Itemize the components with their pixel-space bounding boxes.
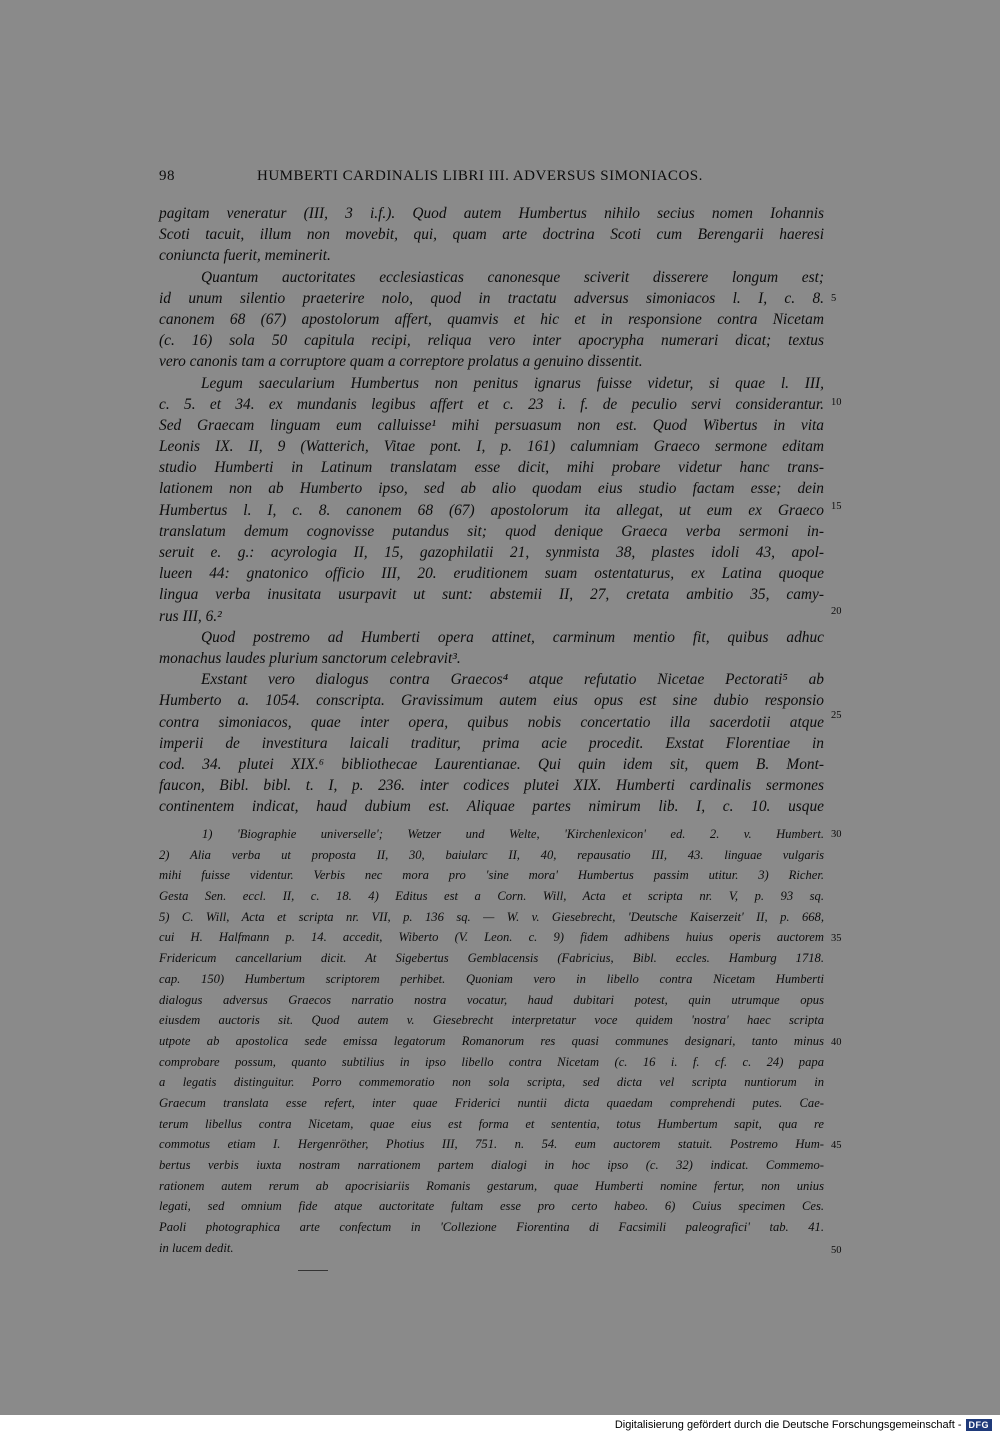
line-number: 10: [831, 397, 842, 408]
body-line: Quod postremo ad Humberti opera attinet, carminum mentio fit, quibus adhuc: [201, 628, 824, 646]
line-number: 20: [831, 606, 842, 617]
footnote-line: Fridericum cancellarium dicit. At Sigebertus Gemblacensis (Fabricius, Bibl. eccles. Hamburg 1718.: [159, 951, 824, 966]
line-number: 25: [831, 710, 842, 721]
body-line: faucon, Bibl. bibl. t. I, p. 236. inter codices plutei XIX. Humberti cardinalis sermones: [159, 777, 824, 795]
body-line: coniuncta fuerit, meminerit.: [159, 247, 331, 265]
footnote-line: Graecum translata esse refert, inter quae Friderici nuntii dicta quaedam comprehendi putes. Cae-: [159, 1095, 824, 1110]
body-line: Sed Graecam linguam eum calluisse¹ mihi persuasum non est. Quod Wibertus in vita: [159, 416, 824, 434]
body-line: studio Humberti in Latinum translatam esse dicit, mihi probare videtur hanc trans-: [159, 459, 824, 477]
body-line: Exstant vero dialogus contra Graecos⁴ atque refutatio Nicetae Pectorati⁵ ab: [201, 671, 824, 689]
footnote-line: dialogus adversus Graecos narratio nostra vocatur, haud dubitari potest, quin utrumque opus: [159, 992, 824, 1007]
body-line: Legum saecularium Humbertus non penitus ignarus fuisse videtur, si quae l. III,: [201, 374, 824, 392]
footnote-line: commotus etiam I. Hergenröther, Photius III, 751. n. 54. eum auctorem statuit. Postremo Hum-: [159, 1137, 824, 1152]
line-number: 15: [831, 501, 842, 512]
body-line: Quantum auctoritates ecclesiasticas canonesque sciverit disserere longum est;: [201, 268, 824, 286]
line-number: 45: [831, 1140, 842, 1151]
body-line: continentem indicat, haud dubium est. Aliquae partes nimirum lib. I, c. 10. usque: [159, 798, 824, 816]
body-line: seruit e. g.: acyrologia II, 15, gazophilatii 21, synmista 38, plastes idoli 43, apol-: [159, 544, 824, 561]
footnote-line: bertus verbis iuxta nostram narrationem partem dialogi in hoc ipso (c. 32) indicat. Commemo-: [159, 1158, 824, 1172]
footnote-line: mihi fuisse videntur. Verbis nec mora pro 'sine mora' Humbertus passim utitur. 3) Richer.: [159, 868, 824, 883]
body-line: monachus laudes plurium sanctorum celebravit³.: [159, 649, 461, 667]
footnote-line: in lucem dedit.: [159, 1240, 234, 1255]
footnotes: [159, 824, 824, 1258]
footnote-line: legati, sed omnium fide atque auctoritate fultam esse pro certo habeo. 6) Cuius specimen Ces.: [159, 1199, 824, 1214]
footnote-separator: [298, 1270, 328, 1271]
running-title: HUMBERTI CARDINALIS LIBRI III. ADVERSUS SIMONIACOS.: [257, 168, 703, 184]
body-line: lueen 44: gnatonico officio III, 20. eruditionem suam ostentaturus, ex Latina quoque: [159, 565, 824, 583]
line-number: 30: [831, 829, 842, 840]
footnote-line: cui H. Halfmann p. 14. accedit, Wiberto (V. Leon. c. 9) fidem adhibens huius operis auctorem: [159, 930, 824, 945]
page-header: [159, 168, 824, 190]
footnote-line: 5) C. Will, Acta et scripta nr. VII, p. 136 sq. — W. v. Giesebrecht, 'Deutsche Kaiserzeit' II, p. 668,: [159, 909, 824, 924]
body-line: vero canonis tam a corruptore quam a correptore prolatus a genuino dissentit.: [159, 353, 643, 371]
footer-text: Digitalisierung gefördert durch die Deutsche Forschungsgemeinschaft -: [614, 1418, 962, 1431]
body-line: lingua verba inusitata usurpavit ut sunt: abstemii II, 27, cretata ambitio 35, camy-: [159, 586, 824, 604]
footnote-line: utpote ab apostolica sede emissa legatorum Romanorum res quasi communes designari, tanto minus: [159, 1033, 824, 1048]
body-line: pagitam veneratur (III, 3 i.f.). Quod autem Humbertus nihilo secius nomen Iohannis: [159, 205, 824, 222]
footnote-line: 1) 'Biographie universelle'; Wetzer und Welte, 'Kirchenlexicon' ed. 2. v. Humbert.: [202, 827, 824, 841]
line-number: 40: [831, 1037, 842, 1048]
footnote-line: Paoli photographica arte confectum in 'Collezione Fiorentina di Facsimili paleografici' tab. 41.: [159, 1220, 824, 1235]
body-line: canonem 68 (67) apostolorum affert, quamvis et hic et in responsione contra Nicetam: [159, 310, 824, 328]
body-text: [159, 203, 824, 817]
body-line: contra simoniacos, quae inter opera, quibus nobis concertatio illa sacerdotii atque: [159, 713, 824, 731]
line-number: 5: [831, 293, 837, 304]
body-line: id unum silentio praeterire nolo, quod in tractatu adversus simoniacos l. I, c. 8.: [159, 289, 824, 307]
footnote-line: 2) Alia verba ut proposta II, 30, baiularc II, 40, repausatio III, 43. linguae vulgaris: [159, 847, 824, 862]
body-line: cod. 34. plutei XIX.⁶ bibliothecae Laurentianae. Qui quin idem sit, quem B. Mont-: [159, 755, 824, 773]
body-line: imperii de investitura laicali traditur, prima acie procedit. Exstat Florentiae in: [159, 734, 824, 752]
dfg-logo[interactable]: DFG: [966, 1419, 993, 1431]
body-line: (c. 16) sola 50 capitula recipi, reliqua vero inter apocrypha numerari dicat; textus: [159, 332, 824, 350]
body-line: c. 5. et 34. ex mundanis legibus affert et c. 23 i. f. de peculio servi considerantur.: [159, 395, 824, 413]
footnote-line: eiusdem auctoris sit. Quod autem v. Giesebrecht interpretatur voce quidem 'nostra' haec scripta: [159, 1013, 824, 1028]
footnote-line: comprobare possum, quanto subtilius in ipso libello contra Nicetam (c. 16 i. f. cf. c. 24) papa: [159, 1054, 824, 1069]
footnote-line: a legatis distinguitur. Porro commemoratio non sola scripta, sed dicta vel scripta nuntiorum in: [159, 1075, 824, 1090]
footnote-line: Gesta Sen. eccl. II, c. 18. 4) Editus est a Corn. Will, Acta et scripta nr. V, p. 93 sq.: [159, 889, 824, 904]
body-line: lationem non ab Humberto ipso, sed ab alio quodam eius studio factam esse; dein: [159, 480, 824, 498]
body-line: translatum demum cognovisse putandus sit; quod denique Graeca verba sermoni in-: [159, 522, 824, 540]
footer-credit: [615, 1417, 992, 1432]
body-line: Leonis IX. II, 9 (Watterich, Vitae pont. I, p. 161) calumniam Graeco sermone editam: [159, 438, 824, 456]
footnote-line: cap. 150) Humbertum scriptorem perhibet. Quoniam vero in libello contra Nicetam Humberti: [159, 971, 824, 986]
line-number: 50: [831, 1245, 842, 1256]
footnote-line: terum libellus contra Nicetam, quae eius est forma et sententia, totus Humbertum sapit, qua re: [159, 1116, 824, 1131]
line-number: 35: [831, 933, 842, 944]
page-number: 98: [159, 168, 175, 184]
body-line: Scoti tacuit, illum non movebit, qui, quam arte doctrina Scoti cum Berengarii haeresi: [159, 226, 824, 244]
body-line: Humberto a. 1054. conscripta. Gravissimum autem eius opus est sine dubio responsio: [159, 692, 824, 710]
footnote-line: rationem autem rerum ab apocrisiariis Romanis gestarum, quae Humberti nomine fertur, non unius: [159, 1178, 824, 1193]
body-line: Humbertus l. I, c. 8. canonem 68 (67) apostolorum ita allegat, ut eum ex Graeco: [159, 501, 824, 519]
body-line: rus III, 6.²: [159, 607, 222, 625]
